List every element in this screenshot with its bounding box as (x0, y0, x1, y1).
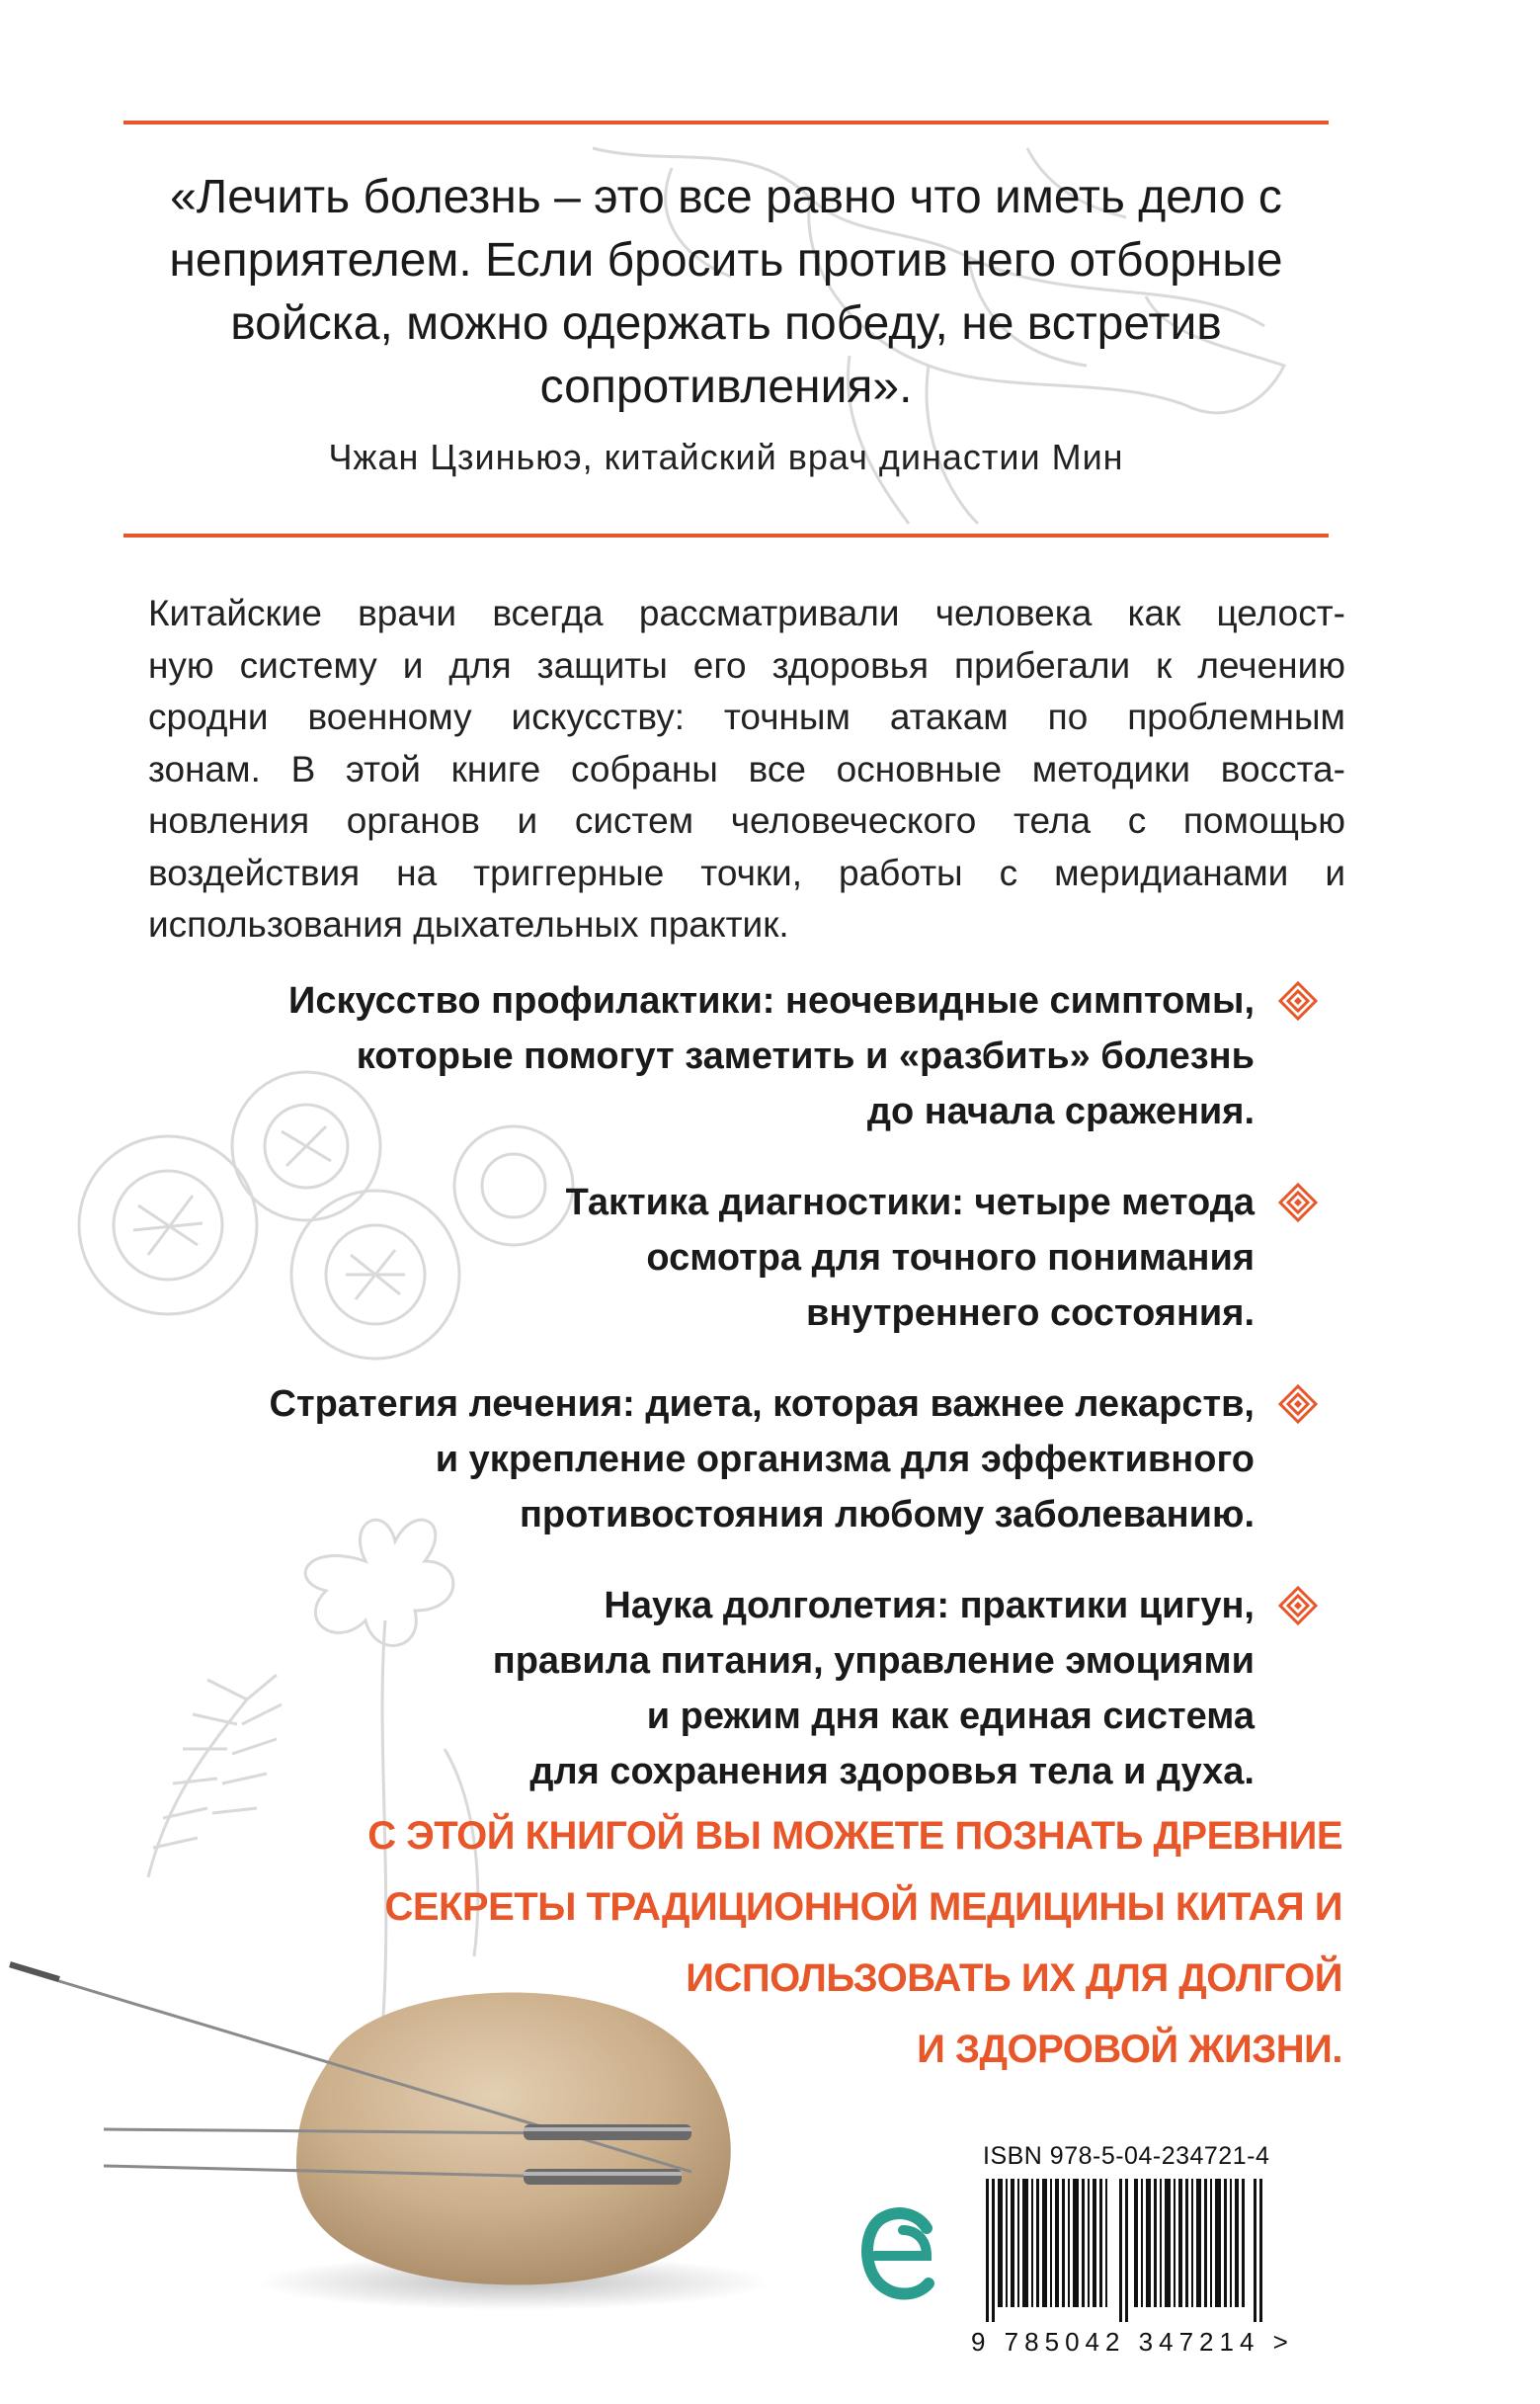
bullet-diamond-icon (1276, 1382, 1320, 1426)
cta-line: С ЭТОЙ КНИГОЙ ВЫ МОЖЕТЕ ПОЗНАТЬ ДРЕВНИЕ (367, 1814, 1342, 1858)
feature-line: правила питания, управление эмоциями (492, 1640, 1255, 1682)
bullet-diamond-icon (1276, 1181, 1320, 1224)
feature-line: Наука долголетия: практики цигун, (604, 1585, 1255, 1626)
feature-line: Искусство профилактики: неочевидные симптомы, (288, 980, 1255, 1022)
feature-line: внутреннего состояния. (805, 1292, 1255, 1334)
top-divider (123, 121, 1329, 124)
feature-line: и укрепление организма для эффективного (435, 1439, 1255, 1480)
intro-paragraph (148, 588, 1345, 952)
intro-line: сродни военному искусству: точным атакам по проблемным (148, 697, 1345, 737)
isbn-text: ISBN 978-5-04-234721-4 (983, 2142, 1270, 2170)
feature-item (119, 1376, 1255, 1542)
intro-line: зонам. В этой книге собраны все основные методики восста- (148, 748, 1345, 789)
acupuncture-stone-icon (0, 1956, 810, 2332)
feature-line: противостояния любому заболеванию. (519, 1494, 1255, 1535)
intro-line: новления органов и систем человеческого тела с помощью (148, 800, 1345, 841)
feature-item (119, 973, 1255, 1139)
feature-line: Стратегия лечения: диета, которая важнее лекарств, (269, 1383, 1255, 1425)
barcode-icon (986, 2179, 1272, 2322)
cta-line: И ЗДОРОВОЙ ЖИЗНИ. (917, 2028, 1342, 2071)
quote-line: сопротивления». (539, 361, 913, 413)
feature-line: до начала сражения. (866, 1091, 1255, 1132)
intro-line: Китайские врачи всегда рассматривали человека как целост- (148, 593, 1345, 633)
eksmo-logo-icon (857, 2198, 946, 2307)
bullet-diamond-icon (1276, 1584, 1320, 1627)
feature-line: которые помогут заметить и «разбить» болезнь (356, 1036, 1255, 1077)
cta-line: ИСПОЛЬЗОВАТЬ ИХ ДЛЯ ДОЛГОЙ (686, 1956, 1342, 2000)
feature-list (119, 973, 1255, 1835)
intro-line: использования дыхательных практик. (148, 904, 789, 945)
intro-line: ную систему и для защиты его здоровья прибегали к лечению (148, 644, 1345, 686)
intro-line: воздействия на триггерные точки, работы с меридианами и (148, 852, 1345, 893)
feature-line: и режим дня как единая система (646, 1696, 1255, 1737)
quote-line: войска, можно одержать победу, не встретив (230, 297, 1222, 350)
epigraph-quote (123, 166, 1329, 419)
feature-item (119, 1175, 1255, 1341)
quote-line: «Лечить болезнь – это все равно что иметь дело с (170, 171, 1282, 223)
feature-item (119, 1578, 1255, 1799)
feature-line: для сохранения здоровья тела и духа. (529, 1751, 1255, 1792)
ean-digits: 9 785042 347214 > (971, 2327, 1294, 2357)
middle-divider (123, 534, 1329, 538)
quote-line: неприятелем. Если бросить против него отборные (169, 234, 1283, 287)
cta-line: СЕКРЕТЫ ТРАДИЦИОННОЙ МЕДИЦИНЫ КИТАЯ И (384, 1885, 1342, 1929)
feature-line: Тактика диагностики: четыре метода (565, 1182, 1255, 1223)
feature-line: осмотра для точного понимания (646, 1237, 1255, 1279)
bullet-diamond-icon (1276, 979, 1320, 1023)
quote-author: Чжан Цзиньюэ, китайский врач династии Мин (328, 437, 1124, 477)
